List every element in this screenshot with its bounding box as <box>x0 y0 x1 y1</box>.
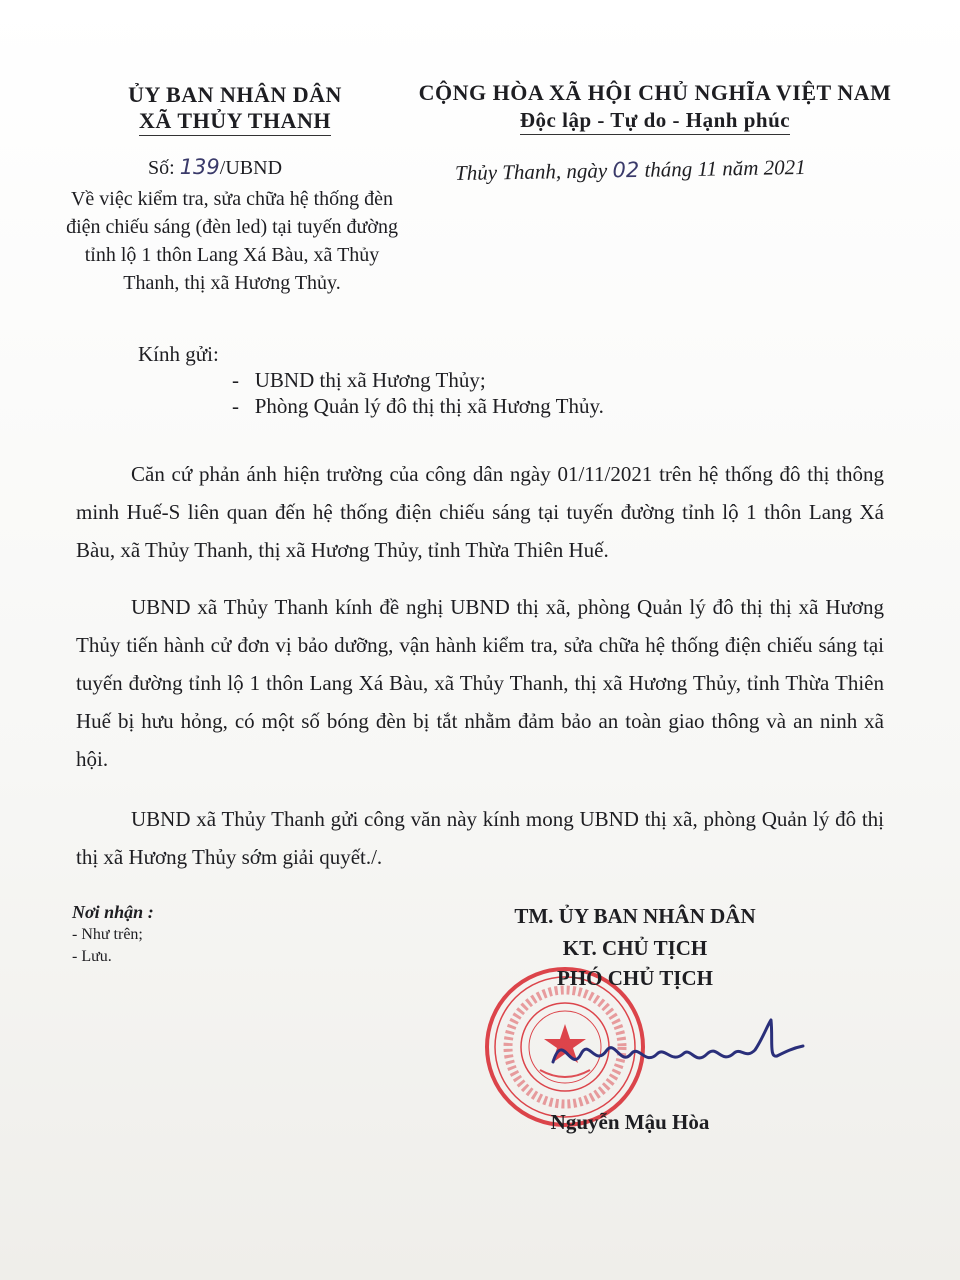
recipient-item: - Phòng Quản lý đô thị thị xã Hương Thủy. <box>232 394 604 418</box>
receiver-item: - Lưu. <box>72 948 112 965</box>
org-name-line1: ỦY BAN NHÂN DÂN <box>128 82 342 107</box>
body-paragraph: UBND xã Thủy Thanh kính đề nghị UBND thị xã, phòng Quản lý đô thị thị xã Hương Thủy tiến hành cử đơn vị bảo dưỡng, vận hành kiểm tra, sửa chữa hệ thống điện chiếu sáng tại tuyến đường tỉnh lộ 1 thôn Lang Xá Bàu, xã Thủy Thanh, thị xã Hương Thủy, tỉnh Thừa Thiên Huế bị hưu hỏng, có một số bóng đèn bị tắt nhằm đảm bảo an toàn giao thông và an ninh xã hội. <box>76 595 884 771</box>
signer-name: Nguyễn Mậu Hòa <box>550 1110 710 1134</box>
signature-title-line3: PHÓ CHỦ TỊCH <box>557 966 713 990</box>
document-subject: Về việc kiểm tra, sửa chữa hệ thống đèn điện chiếu sáng (đèn led) tại tuyến đường tỉnh lộ 1 thôn Lang Xá Bàu, xã Thủy Thanh, thị xã Hương Thủy. <box>66 188 398 294</box>
org-name-line2 <box>100 108 370 136</box>
document-number-label: Số: <box>148 157 175 179</box>
date-prefix: Thủy Thanh, ngày <box>454 158 608 186</box>
signature-icon <box>545 1010 815 1090</box>
receiver-item: - Như trên; <box>72 926 143 943</box>
document-number-value: 139 <box>179 155 220 179</box>
recipient-item-text: UBND thị xã Hương Thủy; <box>254 368 486 392</box>
date-day: 02 <box>612 157 640 183</box>
date-line <box>455 155 806 186</box>
nation-title: CỘNG HÒA XÃ HỘI CHỦ NGHĨA VIỆT NAM <box>418 80 892 105</box>
signature-title-line2: KT. CHỦ TỊCH <box>562 936 708 960</box>
recipient-item: - UBND thị xã Hương Thủy; <box>232 368 486 392</box>
document-number <box>148 155 282 180</box>
document-number-suffix: /UBND <box>219 157 283 179</box>
org-name-line2-text: XÃ THỦY THANH <box>139 108 331 136</box>
date-rest: tháng 11 năm 2021 <box>644 154 806 182</box>
signature-title-line1: TM. ỦY BAN NHÂN DÂN <box>514 904 756 928</box>
recipients-label: Kính gửi: <box>138 342 219 366</box>
body-paragraph: Căn cứ phản ánh hiện trường của công dân ngày 01/11/2021 trên hệ thống đô thị thông minh Huế-S liên quan đến hệ thống điện chiếu sáng tại tuyến đường tỉnh lộ 1 thôn Lang Xá Bàu, xã Thủy Thanh, thị xã Hương Thủy, tỉnh Thừa Thiên Huế. <box>76 462 884 562</box>
receivers-label: Nơi nhận : <box>72 902 154 922</box>
nation-motto <box>410 108 900 135</box>
body-paragraph: UBND xã Thủy Thanh gửi công văn này kính mong UBND thị xã, phòng Quản lý đô thị thị xã Hương Thủy sớm giải quyết./. <box>76 807 884 869</box>
recipient-item-text: Phòng Quản lý đô thị thị xã Hương Thủy. <box>254 394 604 418</box>
nation-motto-text: Độc lập - Tự do - Hạnh phúc <box>520 108 790 135</box>
